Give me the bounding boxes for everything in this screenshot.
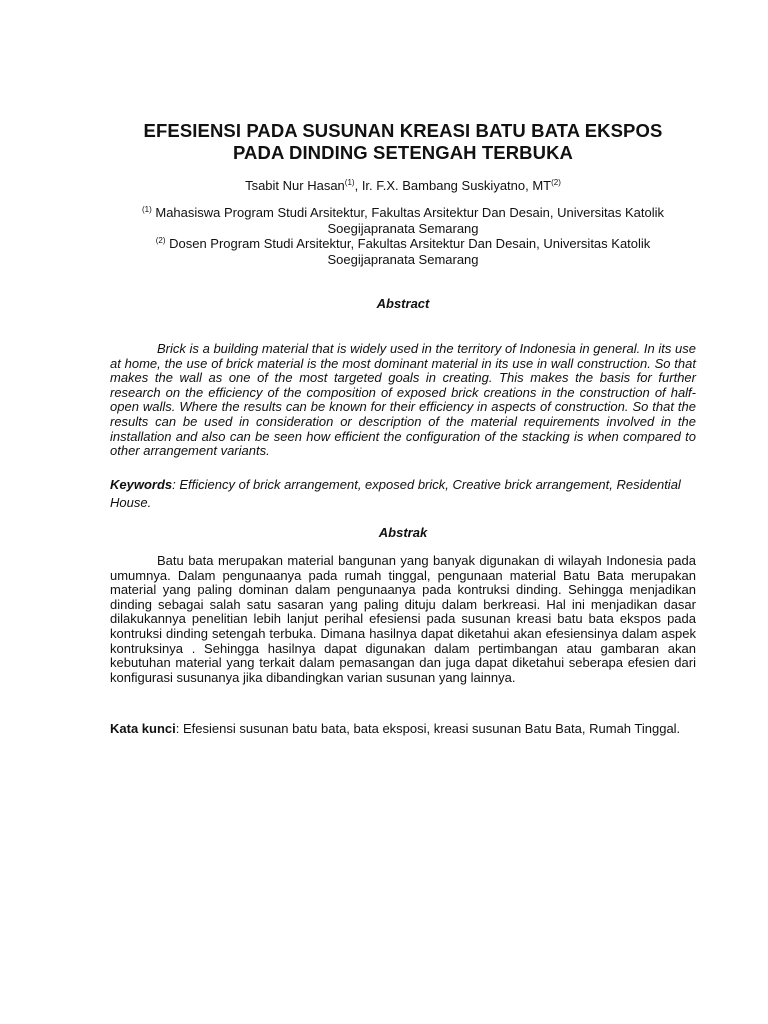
- affiliation-2-text: Dosen Program Studi Arsitektur, Fakultas Arsitektur Dan Desain, Universitas Katolik: [165, 236, 651, 251]
- affiliation-1-text: Mahasiswa Program Studi Arsitektur, Fakultas Arsitektur Dan Desain, Universitas Katolik: [151, 205, 665, 220]
- author-2-affiliation-marker: (2): [551, 178, 561, 187]
- affiliation-1-line-2: Soegijapranata Semarang: [327, 220, 479, 236]
- author-name-2: Ir. F.X. Bambang Suskiyatno, MT: [361, 178, 552, 193]
- author-1-affiliation-marker: (1): [344, 178, 355, 187]
- affiliation-list: [110, 205, 696, 267]
- paper-title: [90, 120, 716, 164]
- keywords-label: Keywords: [110, 477, 173, 492]
- kata-kunci-label: Kata kunci: [110, 721, 176, 736]
- author-name-1: Tsabit Nur Hasan: [245, 178, 345, 193]
- abstract-body: Brick is a building material that is widely used in the territory of Indonesia in general. In its use at home, the use of brick material is the most dominant material in its use in wall construction. So that makes the wall as one of the most targeted goals in creating. This makes the basis for further research on the efficiency of the composition of exposed brick creations in the construction of half-open walls. Where the results can be known for their efficiency in aspects of construction. So that the results can be used in consideration or description of the material requirements involved in the installation and also can be seen how efficient the configuration of the stacking is when compared to other arrangement variants.: [110, 341, 696, 459]
- abstrak-heading: Abstrak: [378, 525, 428, 540]
- kata-kunci-section: [110, 720, 696, 738]
- affiliation-2-line-2: Soegijapranata Semarang: [327, 251, 479, 267]
- author-separator: ,: [354, 178, 362, 193]
- paper-title-line-1: EFESIENSI PADA SUSUNAN KREASI BATU BATA EKSPOS: [143, 120, 663, 141]
- affiliation-2-line-1: [110, 236, 696, 252]
- paper-title-line-2: PADA DINDING SETENGAH TERBUKA: [232, 142, 574, 163]
- affiliation-1-line-1: [110, 205, 696, 221]
- affiliation-1-marker: (1): [141, 205, 152, 214]
- abstrak-body: Batu bata merupakan material bangunan yang banyak digunakan di wilayah Indonesia pada umumnya. Dalam pengunaanya pada rumah tinggal, pengunaan material Batu Bata merupakan material yang paling dominan dalam pengunaanya pada kontruksi dinding. Sehingga menjadikan dinding sebagai salah satu sasaran yang paling dituju dalam berkreasi. Hal ini menjadikan dasar dilakukannya penelitian lebih lanjut perihal efesiensi pada susunan kreasi batu bata ekspos pada kontruksi dinding setengah terbuka. Dimana hasilnya dapat diketahui akan efesiensinya dalam aspek kontruksinya . Sehingga hasilnya dapat digunakan dalam pertimbangan atau gambaran akan kebutuhan material yang terkait dalam pemasangan dan juga dapat diketahui seberapa efesien dari konfigurasi susunanya jika dibandingkan varian susunan yang lainnya.: [110, 553, 696, 685]
- abstract-heading: Abstract: [376, 296, 430, 311]
- kata-kunci-text: : Efesiensi susunan batu bata, bata eksposi, kreasi susunan Batu Bata, Rumah Tinggal.: [175, 721, 681, 736]
- affiliation-2-marker: (2): [155, 236, 166, 245]
- keywords-text: : Efficiency of brick arrangement, exposed brick, Creative brick arrangement, Residential House.: [110, 477, 681, 510]
- author-list: [110, 178, 696, 194]
- keywords-section: [110, 476, 696, 512]
